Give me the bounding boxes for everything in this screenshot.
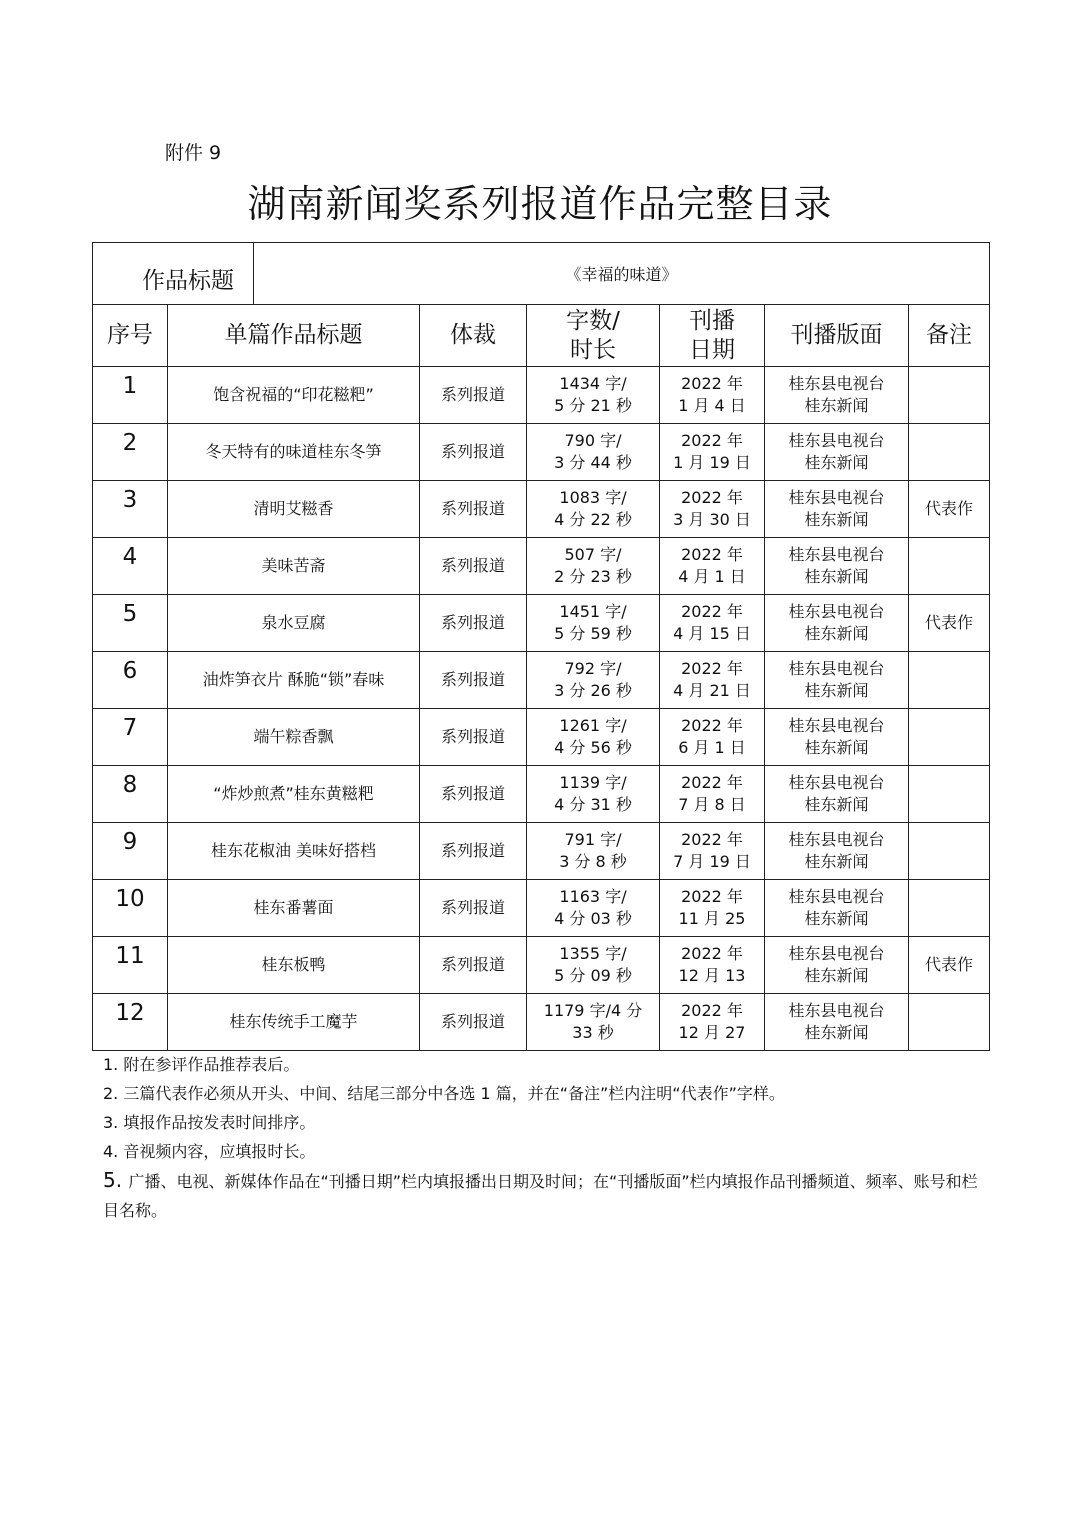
col-title-cell: 端午粽香飘 [168,709,420,766]
col-length-cell: 1179 字/4 分 33 秒 [527,994,660,1051]
col-length-cell: 790 字/ 3 分 44 秒 [527,424,660,481]
work-title-value: 《幸福的味道》 [254,243,990,305]
col-note-header: 备注 [909,305,990,367]
note-item: 5. 广播、电视、新媒体作品在“刊播日期”栏内填报播出日期及时间；在“刊播版面”栏内填报作品刊播频道、频率、账号和栏目名称。 [103,1168,978,1220]
col-note-cell [909,652,990,709]
page-title: 湖南新闻奖系列报道作品完整目录 [247,182,833,226]
col-title-cell: 泉水豆腐 [168,595,420,652]
col-outlet-cell: 桂东县电视台 桂东新闻 [765,709,909,766]
notes [103,1050,993,1225]
col-date-cell: 2022 年 7 月 19 日 [660,823,765,880]
table-row [93,709,990,766]
column-header-row [93,305,990,367]
col-length-cell: 1434 字/ 5 分 21 秒 [527,367,660,424]
col-genre-cell: 系列报道 [420,481,527,538]
col-genre-cell: 系列报道 [420,595,527,652]
col-note-cell: 代表作 [909,937,990,994]
col-no-cell: 8 [93,766,168,823]
col-date-cell: 2022 年 7 月 8 日 [660,766,765,823]
col-genre-cell: 系列报道 [420,652,527,709]
col-no-cell: 10 [93,880,168,937]
col-date-header: 刊播 日期 [660,305,765,367]
col-outlet-cell: 桂东县电视台 桂东新闻 [765,424,909,481]
work-title-label: 作品标题 [93,243,254,305]
col-title-cell: 美味苦斋 [168,538,420,595]
table-row [93,538,990,595]
col-no-cell: 5 [93,595,168,652]
col-date-cell: 2022 年 1 月 4 日 [660,367,765,424]
col-no-cell: 9 [93,823,168,880]
col-outlet-header: 刊播版面 [765,305,909,367]
col-length-cell: 792 字/ 3 分 26 秒 [527,652,660,709]
table-row [93,481,990,538]
table-row [93,937,990,994]
col-note-cell [909,367,990,424]
table-row [93,652,990,709]
col-note-cell: 代表作 [909,595,990,652]
table-row [93,994,990,1051]
col-length-cell: 1083 字/ 4 分 22 秒 [527,481,660,538]
col-genre-cell: 系列报道 [420,880,527,937]
col-no-cell: 12 [93,994,168,1051]
col-outlet-cell: 桂东县电视台 桂东新闻 [765,481,909,538]
table-row [93,595,990,652]
col-note-cell [909,880,990,937]
work-title-row [93,243,990,305]
col-title-cell: 桂东传统手工魔芋 [168,994,420,1051]
col-title-header: 单篇作品标题 [168,305,420,367]
col-no-cell: 7 [93,709,168,766]
col-length-cell: 1355 字/ 5 分 09 秒 [527,937,660,994]
col-genre-cell: 系列报道 [420,823,527,880]
note-item: 1. 附在参评作品推荐表后。 [103,1055,300,1074]
col-no-header: 序号 [93,305,168,367]
col-title-cell: 冬天特有的味道桂东冬笋 [168,424,420,481]
attachment-label: 附件 9 [165,142,222,164]
col-outlet-cell: 桂东县电视台 桂东新闻 [765,367,909,424]
col-date-cell: 2022 年 4 月 1 日 [660,538,765,595]
col-genre-cell: 系列报道 [420,937,527,994]
col-length-cell: 507 字/ 2 分 23 秒 [527,538,660,595]
col-length-cell: 1451 字/ 5 分 59 秒 [527,595,660,652]
col-date-cell: 2022 年 1 月 19 日 [660,424,765,481]
col-no-cell: 11 [93,937,168,994]
table-row [93,367,990,424]
table-row [93,880,990,937]
col-length-cell: 1139 字/ 4 分 31 秒 [527,766,660,823]
note-item: 2. 三篇代表作必须从开头、中间、结尾三部分中各选 1 篇，并在“备注”栏内注明“代表作”字样。 [103,1084,785,1103]
col-note-cell: 代表作 [909,481,990,538]
col-no-cell: 2 [93,424,168,481]
col-no-cell: 6 [93,652,168,709]
col-title-cell: 饱含祝福的“印花糍粑” [168,367,420,424]
col-title-cell: 桂东番薯面 [168,880,420,937]
col-date-cell: 2022 年 3 月 30 日 [660,481,765,538]
col-date-cell: 2022 年 11 月 25 [660,880,765,937]
table-row [93,424,990,481]
col-outlet-cell: 桂东县电视台 桂东新闻 [765,538,909,595]
col-genre-cell: 系列报道 [420,538,527,595]
col-length-header: 字数/ 时长 [527,305,660,367]
col-note-cell [909,766,990,823]
col-date-cell: 2022 年 4 月 21 日 [660,652,765,709]
col-title-cell: 桂东板鸭 [168,937,420,994]
col-date-cell: 2022 年 12 月 27 [660,994,765,1051]
col-length-cell: 1163 字/ 4 分 03 秒 [527,880,660,937]
col-note-cell [909,538,990,595]
col-outlet-cell: 桂东县电视台 桂东新闻 [765,823,909,880]
col-date-cell: 2022 年 4 月 15 日 [660,595,765,652]
col-genre-cell: 系列报道 [420,766,527,823]
col-title-cell: 桂东花椒油 美味好搭档 [168,823,420,880]
col-length-cell: 1261 字/ 4 分 56 秒 [527,709,660,766]
col-date-cell: 2022 年 6 月 1 日 [660,709,765,766]
col-genre-cell: 系列报道 [420,367,527,424]
col-outlet-cell: 桂东县电视台 桂东新闻 [765,880,909,937]
col-no-cell: 1 [93,367,168,424]
col-genre-cell: 系列报道 [420,424,527,481]
col-no-cell: 3 [93,481,168,538]
col-date-cell: 2022 年 12 月 13 [660,937,765,994]
col-no-cell: 4 [93,538,168,595]
col-outlet-cell: 桂东县电视台 桂东新闻 [765,994,909,1051]
col-genre-header: 体裁 [420,305,527,367]
col-genre-cell: 系列报道 [420,709,527,766]
col-note-cell [909,709,990,766]
note-item: 3. 填报作品按发表时间排序。 [103,1113,316,1132]
col-title-cell: “炸炒煎煮”桂东黄糍粑 [168,766,420,823]
table-row [93,823,990,880]
col-title-cell: 清明艾糍香 [168,481,420,538]
col-length-cell: 791 字/ 3 分 8 秒 [527,823,660,880]
col-genre-cell: 系列报道 [420,994,527,1051]
col-outlet-cell: 桂东县电视台 桂东新闻 [765,652,909,709]
table-row [93,766,990,823]
col-note-cell [909,823,990,880]
col-title-cell: 油炸笋衣片 酥脆“锁”春味 [168,652,420,709]
col-outlet-cell: 桂东县电视台 桂东新闻 [765,937,909,994]
col-note-cell [909,424,990,481]
col-outlet-cell: 桂东县电视台 桂东新闻 [765,766,909,823]
works-table [92,242,990,1051]
note-item: 4. 音视频内容，应填报时长。 [103,1142,316,1161]
col-note-cell [909,994,990,1051]
col-outlet-cell: 桂东县电视台 桂东新闻 [765,595,909,652]
